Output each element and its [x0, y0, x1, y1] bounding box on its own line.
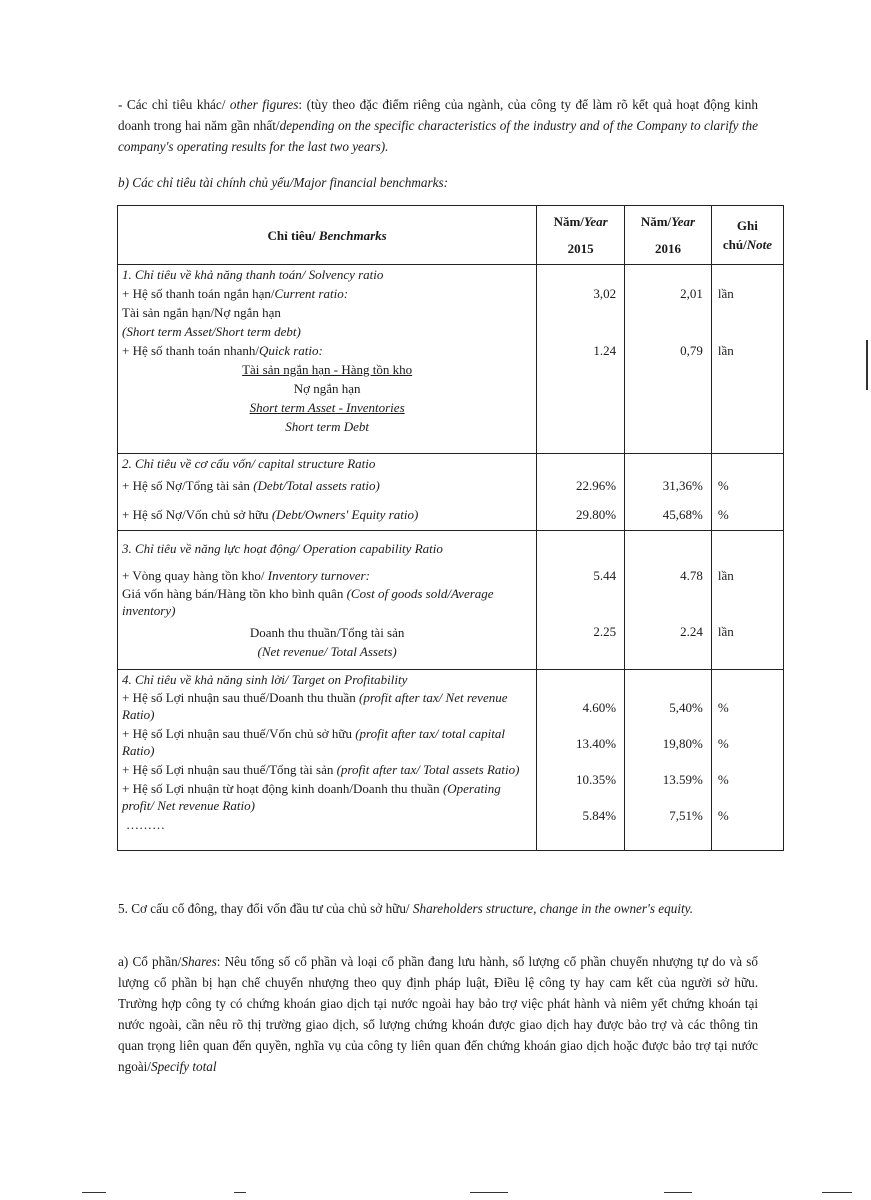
profit-equity-vi: + Hệ số Lợi nhuận sau thuế/Vốn chủ sở hữu	[122, 726, 356, 741]
operation-capability-benchmark-cell	[118, 531, 537, 670]
quick-ratio-label	[122, 341, 532, 360]
operating-profit-2016: 7,51%	[669, 808, 703, 823]
other-figures-paragraph	[118, 94, 758, 157]
profitability-2015-cell	[537, 670, 625, 851]
quick-ratio-denominator-vi: Nợ ngắn hạn	[293, 381, 361, 396]
current-ratio-label	[122, 284, 532, 303]
debt-total-assets-2016: 31,36%	[662, 478, 703, 493]
quick-ratio-numerator-vi: Tài sản ngắn hạn - Hàng tồn kho	[242, 362, 413, 377]
operating-profit-vi: + Hệ số Lợi nhuận từ hoạt động kinh doanh/Doanh thu thuần	[122, 781, 443, 796]
header-year-en: Year	[671, 214, 696, 229]
header-note	[711, 206, 783, 265]
quick-ratio-note: lần	[717, 343, 734, 358]
debt-total-assets-2015: 22.96%	[575, 478, 617, 493]
operation-capability-2015-cell	[537, 531, 625, 670]
profit-assets-vi: + Hệ số Lợi nhuận sau thuế/Tổng tài sản	[122, 762, 337, 777]
table-row-operation-capability	[118, 531, 784, 670]
header-year-vi: Năm/	[553, 214, 584, 229]
shares-label-vi: a) Cổ phần/	[118, 954, 182, 969]
footer-rule	[82, 1192, 106, 1193]
header-year-en: Year	[583, 214, 608, 229]
table-row-profitability	[118, 670, 784, 851]
current-ratio-en: Current ratio:	[274, 286, 349, 301]
solvency-2015-cell	[537, 265, 625, 454]
current-ratio-note: lần	[717, 286, 734, 301]
profit-revenue-2015: 4.60%	[582, 700, 617, 715]
profit-revenue-label	[122, 689, 532, 723]
current-ratio-formula-vi: Tài sản ngắn hạn/Nợ ngắn hạn	[122, 305, 281, 320]
inventory-turnover-formula-vi: Giá vốn hàng bán/Hàng tồn kho bình quân	[122, 586, 347, 601]
current-ratio-2015: 3,02	[593, 286, 617, 301]
shares-text-en: Specify total	[150, 1059, 217, 1074]
shareholders-structure-vi: 5. Cơ cấu cổ đông, thay đổi vốn đầu tư của chủ sở hữu/	[118, 901, 413, 916]
other-figures-vi-text: : (tùy theo đặc điểm riêng của ngành, của công ty để làm rõ kết quả hoạt động kinh doanh trong hai năm gần nhất/	[118, 97, 758, 133]
footer-rule	[822, 1192, 852, 1193]
operation-capability-title: 3. Chỉ tiêu về năng lực hoạt động/ Operation capability Ratio	[122, 541, 443, 556]
inventory-turnover-formula-en: (Cost of goods sold/Average inventory)	[122, 586, 494, 618]
header-note-vi-2: chú/	[722, 237, 747, 252]
header-year-2015	[537, 206, 625, 265]
table-header-row	[118, 206, 784, 265]
operating-profit-label	[122, 780, 532, 814]
asset-turnover-formula-vi: Doanh thu thuần/Tổng tài sản	[249, 625, 405, 640]
profit-revenue-2016: 5,40%	[669, 700, 703, 715]
shareholders-structure-heading	[118, 898, 758, 919]
quick-ratio-denominator-en: Short term Debt	[285, 419, 370, 434]
header-year-2016	[625, 206, 712, 265]
header-year-value: 2015	[567, 241, 594, 256]
table-row-capital-structure	[118, 454, 784, 531]
profitability-note-cell	[711, 670, 783, 851]
table-ellipsis: ………	[126, 817, 165, 832]
debt-equity-2015: 29.80%	[575, 507, 617, 522]
other-figures-vi-prefix: - Các chỉ tiêu khác/	[118, 97, 230, 112]
capital-structure-note-cell	[711, 454, 783, 531]
asset-turnover-formula-en: (Net revenue/ Total Assets)	[257, 644, 397, 659]
shares-text-vi: : Nêu tổng số cổ phần và loại cổ phần đang lưu hành, số lượng cổ phần chuyển nhượng tự do và số lượng cổ phần bị hạn chế chuyển nhượng theo quy định pháp luật, Điều lệ công ty hay cam kết của người sở hữu. Trường hợp công ty có chứng khoán giao dịch tại nước ngoài hay bảo trợ việc phát hành và niêm yết chứng khoán tại nước ngoài, cần nêu rõ thị trường giao dịch, số lượng chứng khoán được giao dịch hay được bảo trợ và các thông tin quan trọng liên quan đến quyền, nghĩa vụ của công ty liên quan đến chứng khoán giao dịch hoặc được bảo trợ tại nước ngoài/	[118, 954, 758, 1074]
header-note-vi: Ghi	[736, 218, 758, 233]
shares-label-en: Shares	[181, 954, 217, 969]
debt-equity-vi: + Hệ số Nợ/Vốn chủ sở hữu	[122, 507, 272, 522]
debt-equity-note: %	[717, 507, 729, 522]
profit-equity-label	[122, 725, 532, 759]
inventory-turnover-note: lần	[717, 568, 734, 583]
capital-structure-title: 2. Chỉ tiêu về cơ cấu vốn/ capital structure Ratio	[122, 456, 376, 471]
financial-benchmarks-table	[117, 205, 784, 851]
asset-turnover-note: lần	[717, 624, 734, 639]
quick-ratio-numerator-en: Short term Asset - Inventories	[249, 400, 405, 415]
major-benchmarks-heading: b) Các chỉ tiêu tài chính chủ yếu/Major financial benchmarks:	[118, 175, 448, 190]
table-row-solvency	[118, 265, 784, 454]
capital-structure-2016-cell	[625, 454, 712, 531]
debt-total-assets-note: %	[717, 478, 729, 493]
quick-ratio-en: Quick ratio:	[258, 343, 323, 358]
header-year-value: 2016	[654, 241, 681, 256]
operation-capability-2016-cell	[625, 531, 712, 670]
footer-rule	[470, 1192, 508, 1193]
debt-equity-en: (Debt/Owners' Equity ratio)	[271, 507, 419, 522]
profitability-2016-cell	[625, 670, 712, 851]
inventory-turnover-2015: 5.44	[593, 568, 617, 583]
header-year-vi: Năm/	[640, 214, 672, 229]
solvency-title: 1. Chỉ tiêu về khả năng thanh toán/ Solvency ratio	[122, 267, 384, 282]
profit-assets-2016: 13.59%	[662, 772, 703, 787]
other-figures-en-text: depending on the specific characteristics of the industry and of the Company to clarify the company's operating results for the last two years).	[118, 118, 758, 154]
footer-rule	[234, 1192, 246, 1193]
profit-equity-en: (profit after tax/ total capital Ratio)	[122, 726, 505, 758]
other-figures-en: other figures	[229, 97, 299, 112]
operating-profit-2015: 5.84%	[582, 808, 617, 823]
profit-equity-2015: 13.40%	[575, 736, 617, 751]
debt-equity-2016: 45,68%	[662, 507, 703, 522]
shares-paragraph	[118, 951, 758, 1077]
inventory-turnover-label	[122, 566, 532, 585]
current-ratio-vi: + Hệ số thanh toán ngắn hạn/	[122, 286, 275, 301]
profit-revenue-en: (profit after tax/ Net revenue Ratio)	[122, 690, 508, 722]
quick-ratio-vi: + Hệ số thanh toán nhanh/	[122, 343, 259, 358]
debt-total-assets-en: (Debt/Total assets ratio)	[253, 478, 380, 493]
inventory-turnover-formula	[122, 585, 532, 619]
inventory-turnover-vi: + Vòng quay hàng tồn kho/	[122, 568, 268, 583]
operating-profit-note: %	[717, 808, 729, 823]
shareholders-structure-en: Shareholders structure, change in the owner's equity.	[412, 901, 694, 916]
header-benchmarks-en: Benchmarks	[318, 227, 387, 243]
debt-equity-label	[122, 505, 532, 524]
debt-total-assets-label	[122, 476, 532, 495]
header-benchmarks-vi: Chỉ tiêu/	[267, 227, 319, 243]
profit-assets-label	[122, 761, 532, 778]
current-ratio-formula-en: (Short term Asset/Short term debt)	[122, 324, 301, 339]
current-ratio-2016: 2,01	[680, 286, 703, 301]
capital-structure-benchmark-cell	[118, 454, 537, 531]
quick-ratio-2015: 1.24	[593, 343, 617, 358]
profitability-title: 4. Chỉ tiêu về khả năng sinh lời/ Target on Profitability	[122, 672, 408, 687]
solvency-note-cell	[711, 265, 783, 454]
debt-total-assets-vi: + Hệ số Nợ/Tổng tài sản	[122, 478, 254, 493]
solvency-2016-cell	[625, 265, 712, 454]
asset-turnover-2016: 2.24	[680, 624, 703, 639]
capital-structure-2015-cell	[537, 454, 625, 531]
operating-profit-en: (Operating profit/ Net revenue Ratio)	[122, 781, 501, 813]
footer-rule	[664, 1192, 692, 1193]
profit-equity-note: %	[717, 736, 729, 751]
profit-assets-en: (profit after tax/ Total assets Ratio)	[336, 762, 520, 777]
scan-margin-mark	[866, 340, 868, 390]
profitability-benchmark-cell	[118, 670, 537, 851]
inventory-turnover-en: Inventory turnover:	[267, 568, 370, 583]
operation-capability-note-cell	[711, 531, 783, 670]
profit-equity-2016: 19,80%	[662, 736, 703, 751]
solvency-benchmark-cell	[118, 265, 537, 454]
profit-revenue-note: %	[717, 700, 729, 715]
profit-assets-note: %	[717, 772, 729, 787]
quick-ratio-2016: 0,79	[680, 343, 703, 358]
header-note-en: Note	[746, 237, 772, 252]
header-benchmarks	[118, 206, 537, 265]
profit-revenue-vi: + Hệ số Lợi nhuận sau thuế/Doanh thu thuần	[122, 690, 359, 705]
asset-turnover-2015: 2.25	[593, 624, 617, 639]
profit-assets-2015: 10.35%	[575, 772, 617, 787]
inventory-turnover-2016: 4.78	[680, 568, 703, 583]
